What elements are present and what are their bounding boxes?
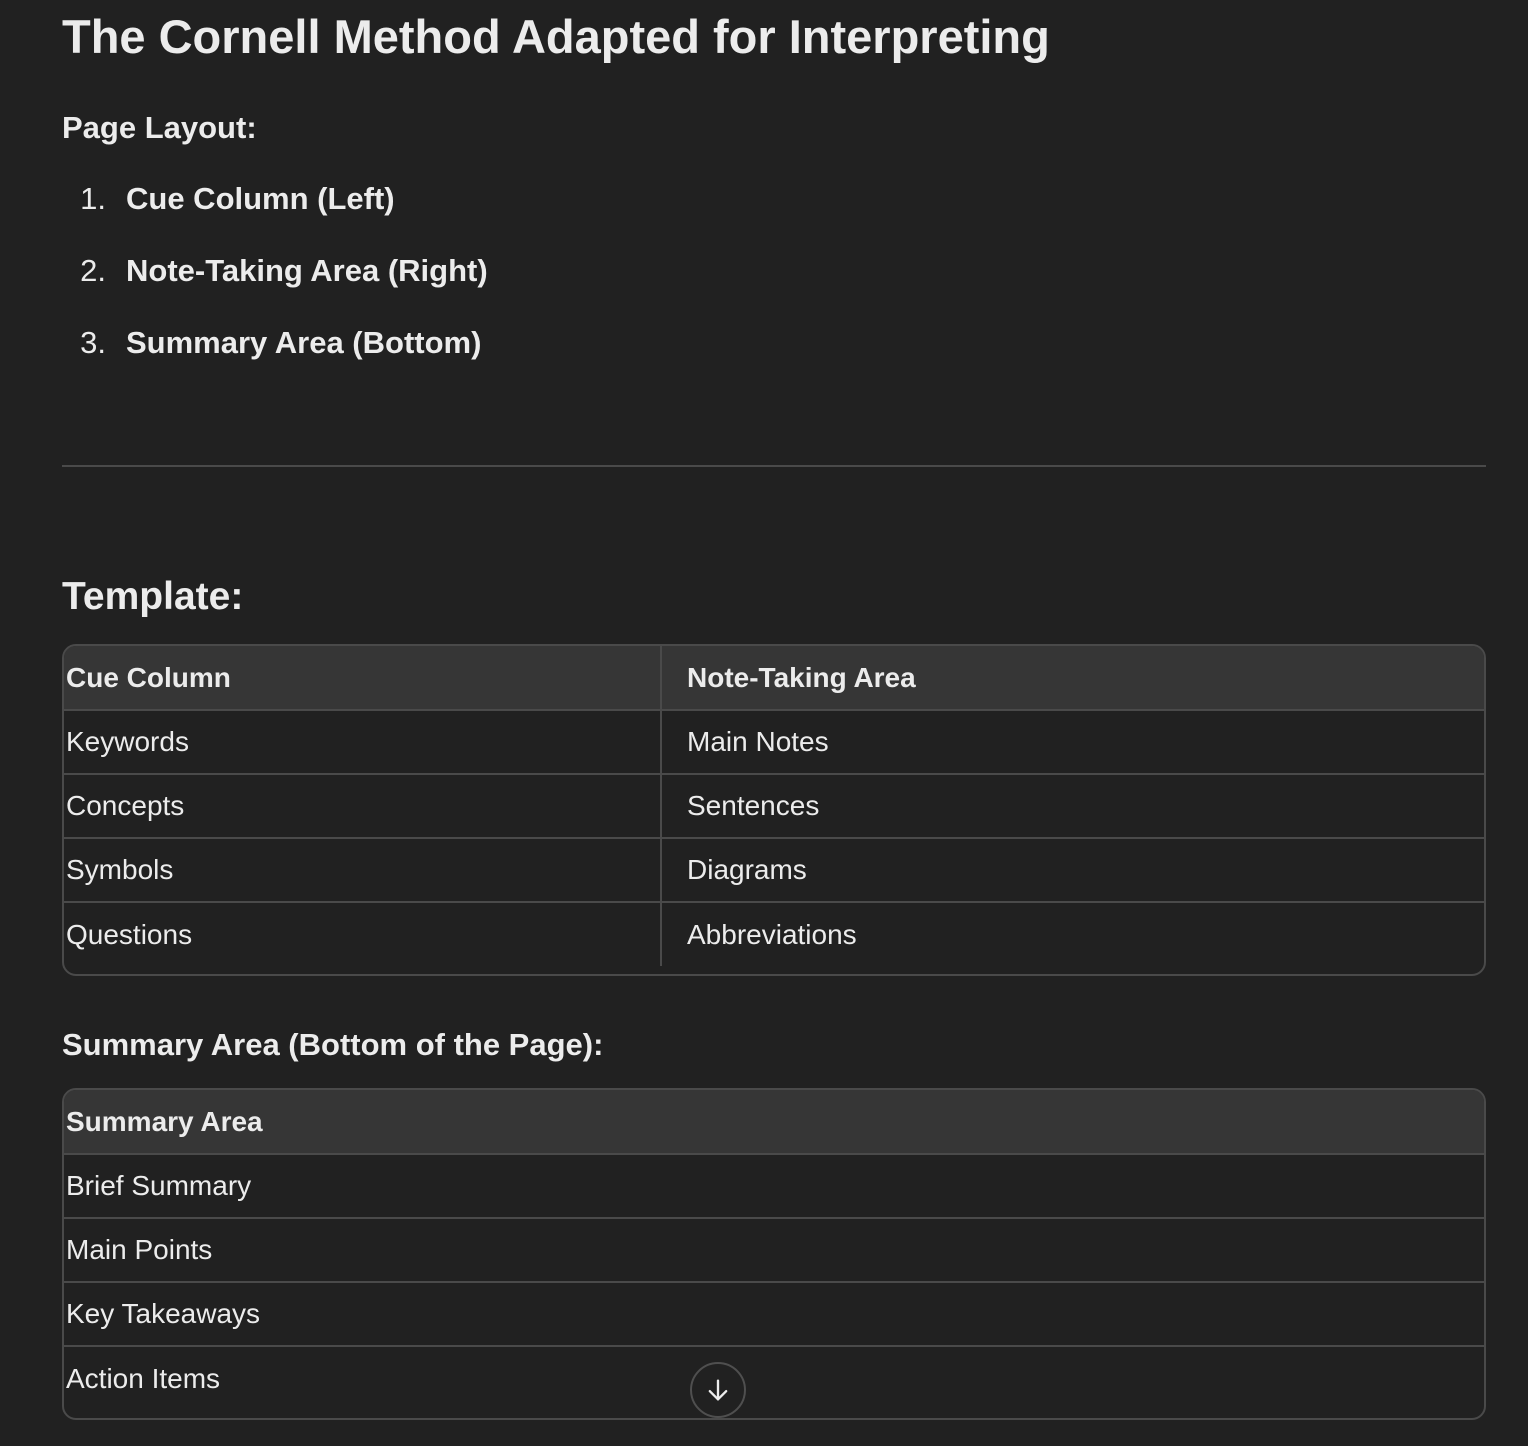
page-layout-heading: Page Layout: — [62, 110, 257, 145]
table-row — [64, 1154, 1484, 1218]
table-header-row — [64, 1090, 1484, 1154]
table-header-note-taking-area: Note-Taking Area — [661, 646, 1484, 710]
table-cell: Abbreviations — [687, 918, 857, 950]
table-header-cue-column: Cue Column — [64, 646, 661, 710]
table-cell: Brief Summary — [64, 1154, 1484, 1218]
list-item — [62, 322, 488, 394]
section-divider — [62, 465, 1486, 467]
table-cell: Questions — [64, 902, 661, 966]
table-cell: Action Items — [66, 1362, 221, 1394]
list-item-label: Summary Area (Bottom) — [126, 325, 482, 360]
list-item — [62, 178, 488, 250]
list-item-number: 2. — [80, 253, 106, 288]
page-layout-list — [62, 178, 488, 394]
table-row — [64, 710, 1484, 774]
table-cell: Concepts — [64, 774, 661, 838]
template-table — [62, 644, 1486, 976]
table-row — [64, 1346, 1484, 1410]
list-item-label: Note-Taking Area (Right) — [126, 253, 488, 288]
table-row — [64, 1218, 1484, 1282]
table-cell: Sentences — [661, 774, 1484, 838]
page-title: The Cornell Method Adapted for Interpreting — [62, 10, 1050, 63]
table-row — [64, 1282, 1484, 1346]
scroll-to-bottom-button[interactable] — [690, 1362, 746, 1418]
list-item — [62, 250, 488, 322]
table-cell: Keywords — [64, 710, 661, 774]
table-cell: Diagrams — [661, 838, 1484, 902]
table-cell: Symbols — [64, 838, 661, 902]
table-header-summary-area: Summary Area — [64, 1090, 1484, 1154]
table-row — [64, 902, 1484, 966]
table-cell: Main Points — [64, 1218, 1484, 1282]
arrow-down-icon — [704, 1376, 732, 1404]
summary-table — [62, 1088, 1486, 1420]
list-item-number: 1. — [80, 181, 106, 216]
list-item-label: Cue Column (Left) — [126, 181, 395, 216]
list-item-number: 3. — [80, 325, 106, 360]
table-row — [64, 774, 1484, 838]
table-row — [64, 838, 1484, 902]
template-heading: Template: — [62, 575, 244, 618]
table-header-row — [64, 646, 1484, 710]
table-cell: Main Notes — [661, 710, 1484, 774]
table-cell: Key Takeaways — [64, 1282, 1484, 1346]
summary-heading: Summary Area (Bottom of the Page): — [62, 1027, 604, 1062]
